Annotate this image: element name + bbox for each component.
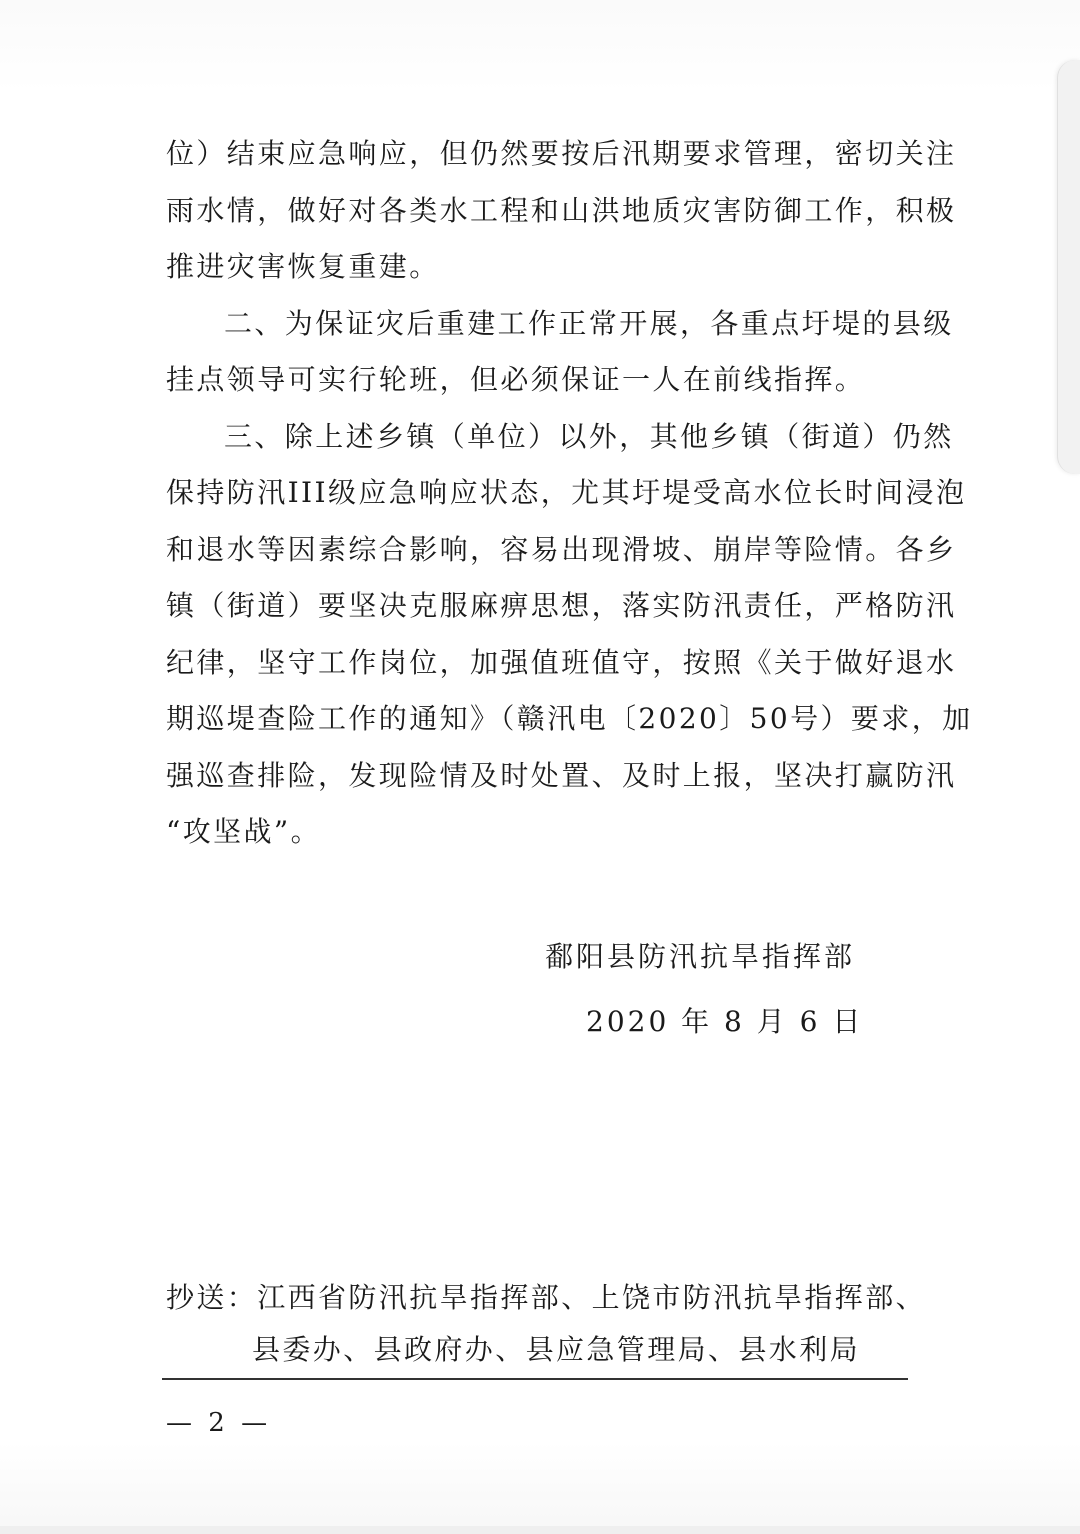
body-line: 推进灾害恢复重建。 (166, 250, 440, 283)
body-line: 镇（街道）要坚决克服麻痹思想，落实防汛责任，严格防汛 (166, 589, 957, 622)
issuer-signature: 鄱阳县防汛抗旱指挥部 (545, 940, 856, 973)
body-line: 挂点领导可实行轮班，但必须保证一人在前线指挥。 (166, 363, 866, 396)
page-bottom-edge (0, 1526, 1080, 1534)
body-line: “攻坚战”。 (166, 815, 322, 848)
body-line: 强巡查排险，发现险情及时处置、及时上报，坚决打赢防汛 (166, 758, 957, 792)
footer-divider (162, 1378, 908, 1380)
body-line: 雨水情，做好对各类水工程和山洪地质灾害防御工作，积极 (166, 193, 957, 227)
body-line: 和退水等因素综合影响，容易出现滑坡、崩岸等险情。各乡 (166, 532, 957, 566)
issue-date: 2020 年 8 月 6 日 (586, 1005, 864, 1038)
body-line: 期巡堤查险工作的通知》（赣汛电〔2020〕50号）要求，加 (166, 702, 973, 735)
body-line: 纪律，坚守工作岗位，加强值班值守，按照《关于做好退水 (166, 645, 957, 679)
document-body (166, 126, 973, 861)
body-line: 保持防汛III级应急响应状态，尤其圩堤受高水位长时间浸泡 (166, 476, 967, 509)
cc-line: 县委办、县政府办、县应急管理局、县水利局 (252, 1333, 861, 1366)
paragraph-two-start: 二、为保证灾后重建工作正常开展，各重点圩堤的县级 (224, 306, 954, 340)
body-line: 位）结束应急响应，但仍然要按后汛期要求管理，密切关注 (166, 137, 957, 170)
cc-line: 抄送：江西省防汛抗旱指挥部、上饶市防汛抗旱指挥部、 (166, 1281, 927, 1314)
page-number: — 2 — (166, 1408, 272, 1438)
paragraph-three-start: 三、除上述乡镇（单位）以外，其他乡镇（街道）仍然 (224, 419, 954, 453)
page-curl-edge (1057, 60, 1080, 474)
cc-list (166, 1272, 926, 1376)
